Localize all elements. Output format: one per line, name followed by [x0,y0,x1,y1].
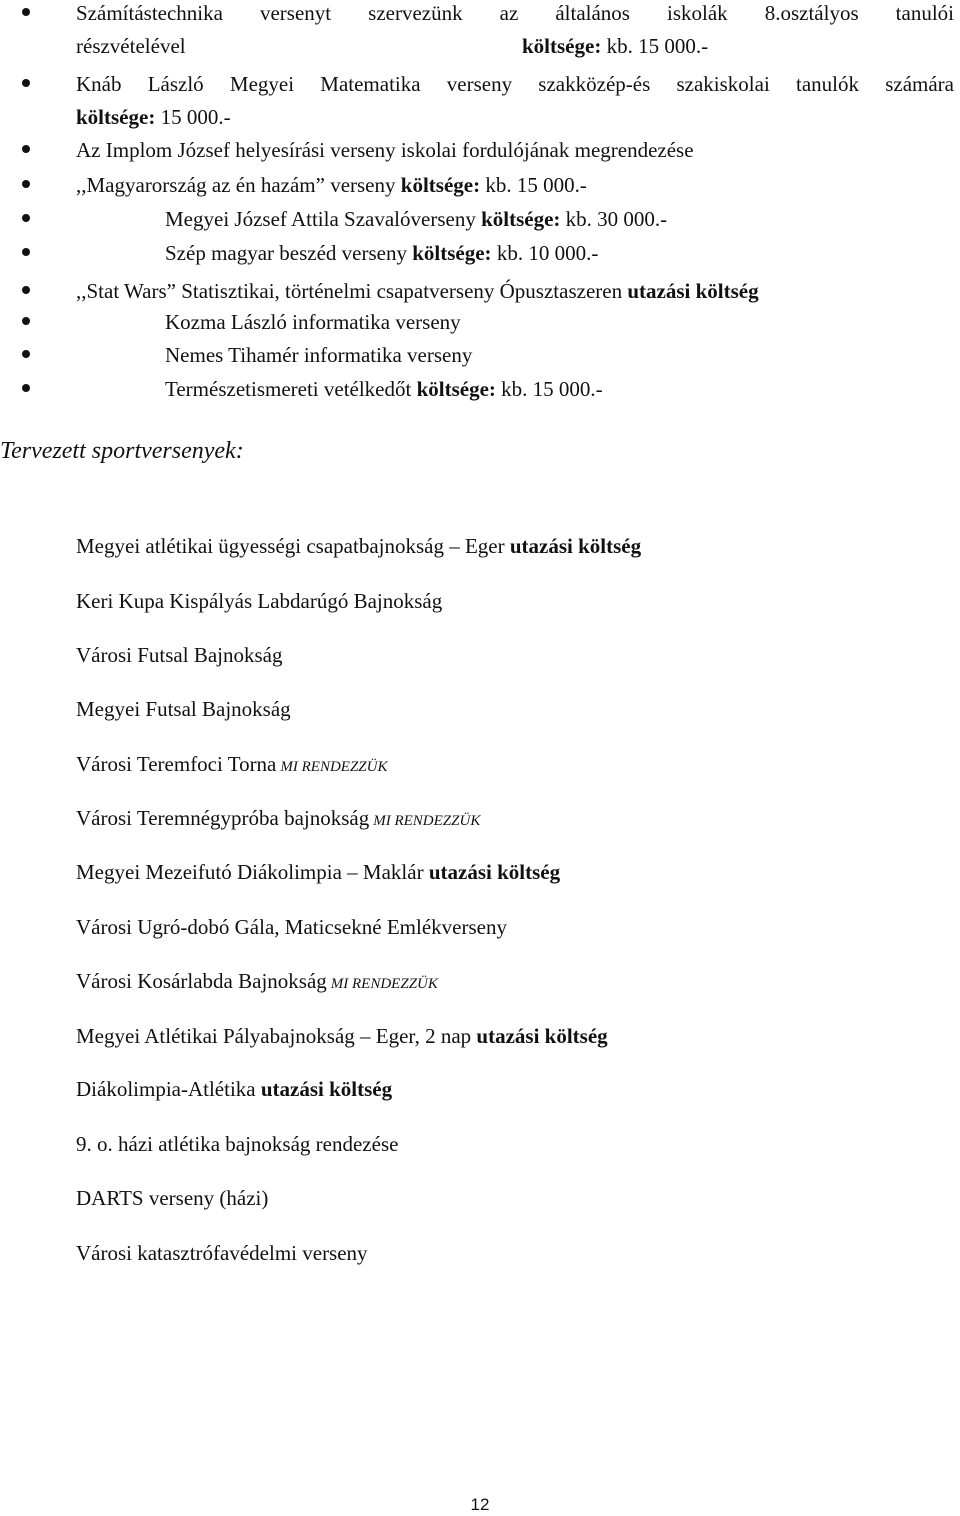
sport-item: Városi Futsal Bajnokság [76,643,283,667]
bullet [22,384,30,392]
section-heading: Tervezett sportversenyek: [0,438,244,464]
sport-item-text: Megyei Mezeifutó Diákolimpia – Maklár [76,860,424,884]
sport-item-text: Megyei atlétikai ügyességi csapatbajnokság – Eger [76,534,505,558]
cost-label: költsége: [400,173,481,197]
sport-item [76,966,438,999]
sport-item [76,803,480,836]
bullet [22,145,30,153]
list-item [0,306,960,339]
list-item-text: Szép magyar beszéd verseny [165,241,407,265]
list-item-text: Természetismereti vetélkedőt [165,377,412,401]
sport-item-text: Diákolimpia-Atlétika [76,1077,256,1101]
list-item [0,275,960,308]
list-item-text: Kozma László informatika verseny [165,310,461,334]
cost-amount: kb. 30 000.- [565,207,668,231]
cost-amount: kb. 10 000.- [496,241,599,265]
bullet [22,214,30,222]
sport-item-text: Megyei Atlétikai Pályabajnokság – Eger, 2 nap [76,1024,472,1048]
sport-item: Megyei Futsal Bajnokság [76,697,291,721]
sport-item-text: Városi Teremfoci Torna [76,752,277,776]
cost-amount: kb. 15 000.- [606,34,709,58]
list-item [0,0,960,30]
list-item-continuation [0,30,960,63]
cost-label: költsége: [522,34,602,58]
cost-amount: kb. 15 000.- [485,173,587,197]
sport-item [76,857,560,887]
organizer-note: MI RENDEZZÜK [280,759,388,775]
organizer-note: MI RENDEZZÜK [330,976,438,992]
sport-item: Városi katasztrófavédelmi verseny [76,1241,368,1265]
list-item [0,373,960,406]
list-item-text: Az Implom József helyesírási verseny iskolai fordulójának megrendezése [76,138,694,162]
list-item-text: ,,Magyarország az én hazám” verseny [76,173,396,197]
bullet [22,180,30,188]
list-item-text: Nemes Tihamér informatika verseny [165,343,473,367]
sport-item: Keri Kupa Kispályás Labdarúgó Bajnokság [76,589,443,613]
sport-item [76,749,387,782]
bullet [22,317,30,325]
bullet [22,248,30,256]
bullet [22,350,30,358]
list-item [0,339,960,372]
organizer-note: MI RENDEZZÜK [373,813,481,829]
sport-item-text: Városi Kosárlabda Bajnokság [76,969,327,993]
cost-label: utazási költség [428,860,561,884]
sport-item [76,1021,608,1051]
cost-label: költsége: [416,377,496,401]
sport-item: 9. o. házi atlétika bajnokság rendezése [76,1132,399,1156]
list-item-text: Számítástechnika versenyt szervezünk az általános iskolák 8.osztályos tanulói [76,1,954,25]
cost-label: költsége: [481,207,561,231]
list-item-text: Megyei József Attila Szavalóverseny [165,207,476,231]
page-number: 12 [470,1495,490,1514]
list-item-text: Knáb László Megyei Matematika verseny szakközép-és szakiskolai tanulók számára [76,72,954,96]
cost-amount: kb. 15 000.- [501,377,603,401]
cost-label: költsége: [76,105,156,129]
sport-item: Városi Ugró-dobó Gála, Maticsekné Emlékverseny [76,915,507,939]
cost-label: utazási költség [476,1024,608,1048]
sport-item-text: Városi Teremnégypróba bajnokság [76,806,370,830]
list-item [0,169,960,202]
list-item-text: részvételével [76,34,186,58]
list-item-text: ,,Stat Wars” Statisztikai, történelmi csapatverseny Ópusztaszeren [76,279,623,303]
cost-label: utazási költség [260,1077,393,1101]
bullet [22,286,30,294]
cost-label: költsége: [412,241,492,265]
sport-item: DARTS verseny (házi) [76,1186,269,1210]
cost-label: utazási költség [627,279,759,303]
list-item [0,68,960,101]
list-item-continuation [0,101,960,134]
list-item [0,203,960,236]
bullet [22,79,30,87]
bullet [22,8,30,16]
list-item [0,237,960,270]
cost-label: utazási költség [509,534,642,558]
list-item [0,134,960,167]
cost-amount: 15 000.- [160,105,231,129]
sport-item [76,531,641,561]
sport-item [76,1074,392,1104]
